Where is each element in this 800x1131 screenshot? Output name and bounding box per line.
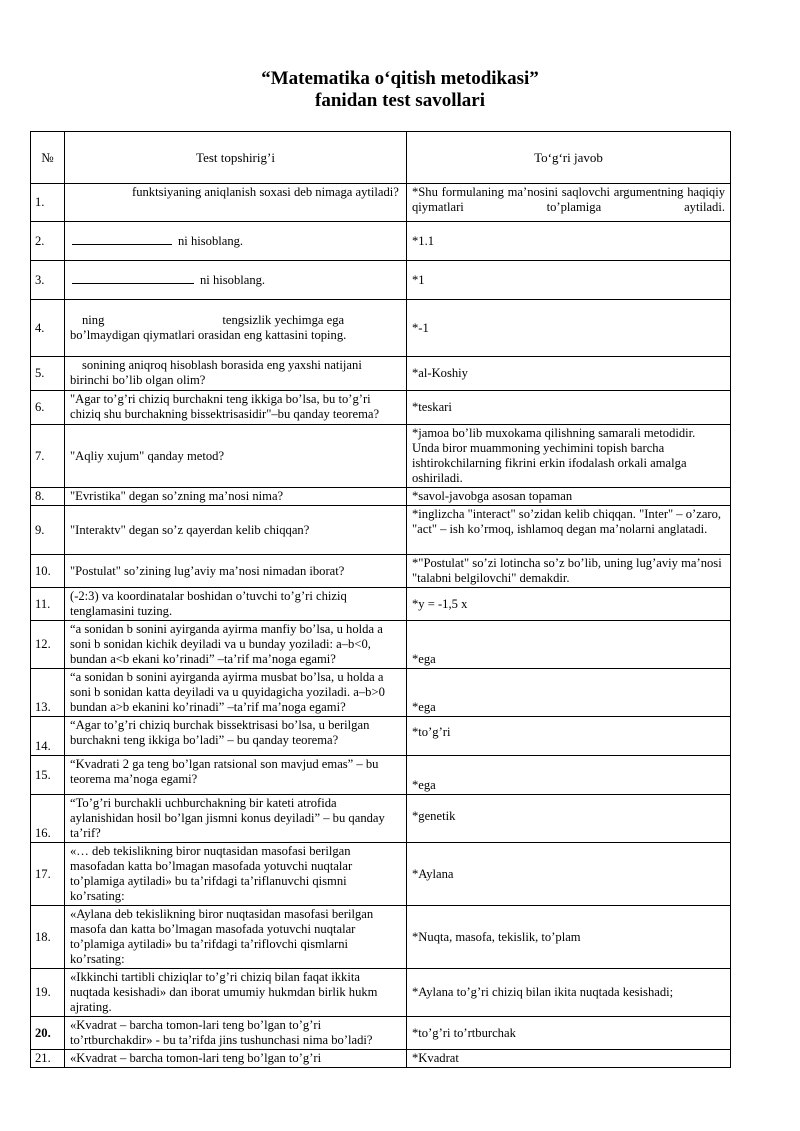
- question-cell: "Agar to’g’ri chiziq burchakni teng ikkiga bo’lsa, bu to’g’ri chiziq shu burchakning bissektrisasidir"–bu qanday teorema?: [65, 391, 407, 425]
- table-row: [31, 669, 731, 717]
- table-row: [31, 488, 731, 506]
- table-row: [31, 969, 731, 1017]
- answer-cell: *Aylana to’g’ri chiziq bilan ikita nuqtada kesishadi;: [407, 969, 731, 1017]
- question-cell: «… deb tekislikning biror nuqtasidan masofasi berilgan masofadan katta bo’lmagan masofada yotuvchi nuqtalar to’plamiga aytiladi» bu ta’rifdagi ta’riflanuvchi qismni ko’rsating:: [65, 843, 407, 906]
- table-row: [31, 717, 731, 756]
- question-cell: «Kvadrat – barcha tomon-lari teng bo’lgan to’g’ri to’rtburchakdir» - bu ta’rifda jins tushunchasi nima bo’ladi?: [65, 1017, 407, 1050]
- page-subtitle: fanidan test savollari: [315, 90, 485, 111]
- row-number: 20.: [31, 1017, 65, 1050]
- question-cell: “Kvadrati 2 ga teng bo’lgan ratsional son mavjud emas” – bu teorema ma’noga egami?: [65, 756, 407, 795]
- row-number: 18.: [31, 906, 65, 969]
- answer-cell: *"Postulat" so’zi lotincha so’z bo’lib, uning lug’aviy ma’nosi "talabni belgilovchi" demakdir.: [407, 555, 731, 588]
- table-row: [31, 795, 731, 843]
- table-row: [31, 261, 731, 300]
- question-cell: (-2:3) va koordinatalar boshidan o’tuvchi to’g’ri chiziq tenglamasini tuzing.: [65, 588, 407, 621]
- question-cell: “a sonidan b sonini ayirganda ayirma manfiy bo’lsa, u holda a soni b sonidan kichik deyiladi va u bunday yoziladi: a–b<0, bundan a<b ekani ko’rinadi” –ta’rif ma’noga egami?: [65, 621, 407, 669]
- answer-cell: *Aylana: [407, 843, 731, 906]
- answer-cell: *teskari: [407, 391, 731, 425]
- row-number: 6.: [31, 391, 65, 425]
- row-number: 14.: [31, 717, 65, 756]
- answer-cell: *y = -1,5 x: [407, 588, 731, 621]
- row-number: 4.: [31, 300, 65, 357]
- row-number: 10.: [31, 555, 65, 588]
- formula-placeholder: [72, 236, 172, 245]
- answer-cell: *al-Koshiy: [407, 357, 731, 391]
- question-cell: "Evristika" degan so’zning ma’nosi nima?: [65, 488, 407, 506]
- answer-cell: *to’g’ri to’rtburchak: [407, 1017, 731, 1050]
- table-row: [31, 1050, 731, 1068]
- question-text: ni hisoblang.: [200, 272, 266, 287]
- answer-cell: *Kvadrat: [407, 1050, 731, 1068]
- answer-cell: *inglizcha "interact" so’zidan kelib chiqqan. "Inter" – o’zaro, "act" – ish ko’rmoq, ishlamoq degan ma’nolarni anglatadi.: [407, 506, 731, 555]
- table-row: [31, 184, 731, 222]
- question-cell: [65, 300, 407, 357]
- formula-placeholder: [72, 275, 194, 284]
- question-cell: “Agar to’g’ri chiziq burchak bissektrisasi bo’lsa, u berilgan burchakni teng ikkiga bo’ladi” – bu qanday teorema?: [65, 717, 407, 756]
- question-cell: "Interaktv" degan so’z qayerdan kelib chiqqan?: [65, 506, 407, 555]
- row-number: 1.: [31, 184, 65, 222]
- row-number: 13.: [31, 669, 65, 717]
- row-number: 17.: [31, 843, 65, 906]
- row-number: 8.: [31, 488, 65, 506]
- table-row: [31, 588, 731, 621]
- answer-cell: *1: [407, 261, 731, 300]
- table-row: [31, 222, 731, 261]
- page-title: “Matematika o‘qitish metodikasi”: [261, 68, 539, 89]
- question-text-2: tengsizlik yechimga ega: [222, 313, 345, 327]
- question-cell: "Aqliy xujum" qanday metod?: [65, 425, 407, 488]
- row-number: 12.: [31, 621, 65, 669]
- question-text: ni hisoblang.: [178, 233, 244, 248]
- row-number: 19.: [31, 969, 65, 1017]
- question-cell: [65, 222, 407, 261]
- answer-cell: *ega: [407, 756, 731, 795]
- row-number: 9.: [31, 506, 65, 555]
- question-cell: [65, 261, 407, 300]
- question-cell: "Postulat" so’zining lug’aviy ma’nosi nimadan iborat?: [65, 555, 407, 588]
- answer-cell: *genetik: [407, 795, 731, 843]
- question-cell: [65, 357, 407, 391]
- row-number: 11.: [31, 588, 65, 621]
- table-row: [31, 1017, 731, 1050]
- row-number: 16.: [31, 795, 65, 843]
- header-number: №: [31, 132, 65, 184]
- answer-cell: *savol-javobga asosan topaman: [407, 488, 731, 506]
- answer-cell: *ega: [407, 621, 731, 669]
- table-row: [31, 906, 731, 969]
- table-header-row: [31, 132, 731, 184]
- question-cell: «Ikkinchi tartibli chiziqlar to’g’ri chiziq bilan faqat ikkita nuqtada kesishadi» dan iborat umumiy hukmdan birlik hukm ajrating.: [65, 969, 407, 1017]
- answer-cell: *Shu formulaning ma’nosini saqlovchi argumentning haqiqiy qiymatlari to’plamiga aytiladi.: [407, 184, 731, 222]
- question-cell: “To’g’ri burchakli uchburchakning bir kateti atrofida aylanishidan hosil bo’lgan jismni konus deyiladi” – bu qanday ta’rif?: [65, 795, 407, 843]
- question-text: sonining aniqroq hisoblash borasida eng yaxshi natijani birinchi bo’lib olgan olim?: [70, 358, 362, 387]
- row-number: 15.: [31, 756, 65, 795]
- row-number: 7.: [31, 425, 65, 488]
- row-number: 3.: [31, 261, 65, 300]
- question-text-3: bo’lmaydigan qiymatlari orasidan eng kattasini toping.: [70, 328, 347, 342]
- table-row: [31, 555, 731, 588]
- answer-cell: *Nuqta, masofa, tekislik, to’plam: [407, 906, 731, 969]
- table-row: [31, 300, 731, 357]
- question-text: funktsiyaning aniqlanish soxasi deb nimaga aytiladi?: [132, 185, 399, 199]
- table-row: [31, 843, 731, 906]
- table-row: [31, 357, 731, 391]
- question-cell: «Kvadrat – barcha tomon-lari teng bo’lgan to’g’ri: [65, 1050, 407, 1068]
- table-row: [31, 391, 731, 425]
- row-number: 21.: [31, 1050, 65, 1068]
- answer-cell: *ega: [407, 669, 731, 717]
- question-cell: “a sonidan b sonini ayirganda ayirma musbat bo’lsa, u holda a soni b sonidan katta deyiladi va u quyidagicha yoziladi. a–b>0 bundan a>b ekanini ko’rinadi” –ta’rif ma’noga egami?: [65, 669, 407, 717]
- table-row: [31, 425, 731, 488]
- table-row: [31, 756, 731, 795]
- question-cell: «Aylana deb tekislikning biror nuqtasidan masofasi berilgan masofa dan katta bo’lmagan masofada yotuvchi nuqtalar to’plamiga aytiladi» bu ta’rifdagi ta’riflovchi qismlarni ko’rsating:: [65, 906, 407, 969]
- answer-cell: *1.1: [407, 222, 731, 261]
- row-number: 2.: [31, 222, 65, 261]
- row-number: 5.: [31, 357, 65, 391]
- table-row: [31, 506, 731, 555]
- test-table: [30, 131, 731, 1068]
- question-cell: [65, 184, 407, 222]
- header-task: Test topshirig’i: [65, 132, 407, 184]
- answer-cell: *to’g’ri: [407, 717, 731, 756]
- answer-cell: *-1: [407, 300, 731, 357]
- question-text-1: ning: [82, 313, 105, 327]
- answer-cell: *jamoa bo’lib muxokama qilishning samarali metodidir. Unda biror muammoning yechimini topish barcha ishtirokchilarning fikrini erkin ifodalash orkali amalga oshiriladi.: [407, 425, 731, 488]
- header-answer: To‘g‘ri javob: [407, 132, 731, 184]
- table-row: [31, 621, 731, 669]
